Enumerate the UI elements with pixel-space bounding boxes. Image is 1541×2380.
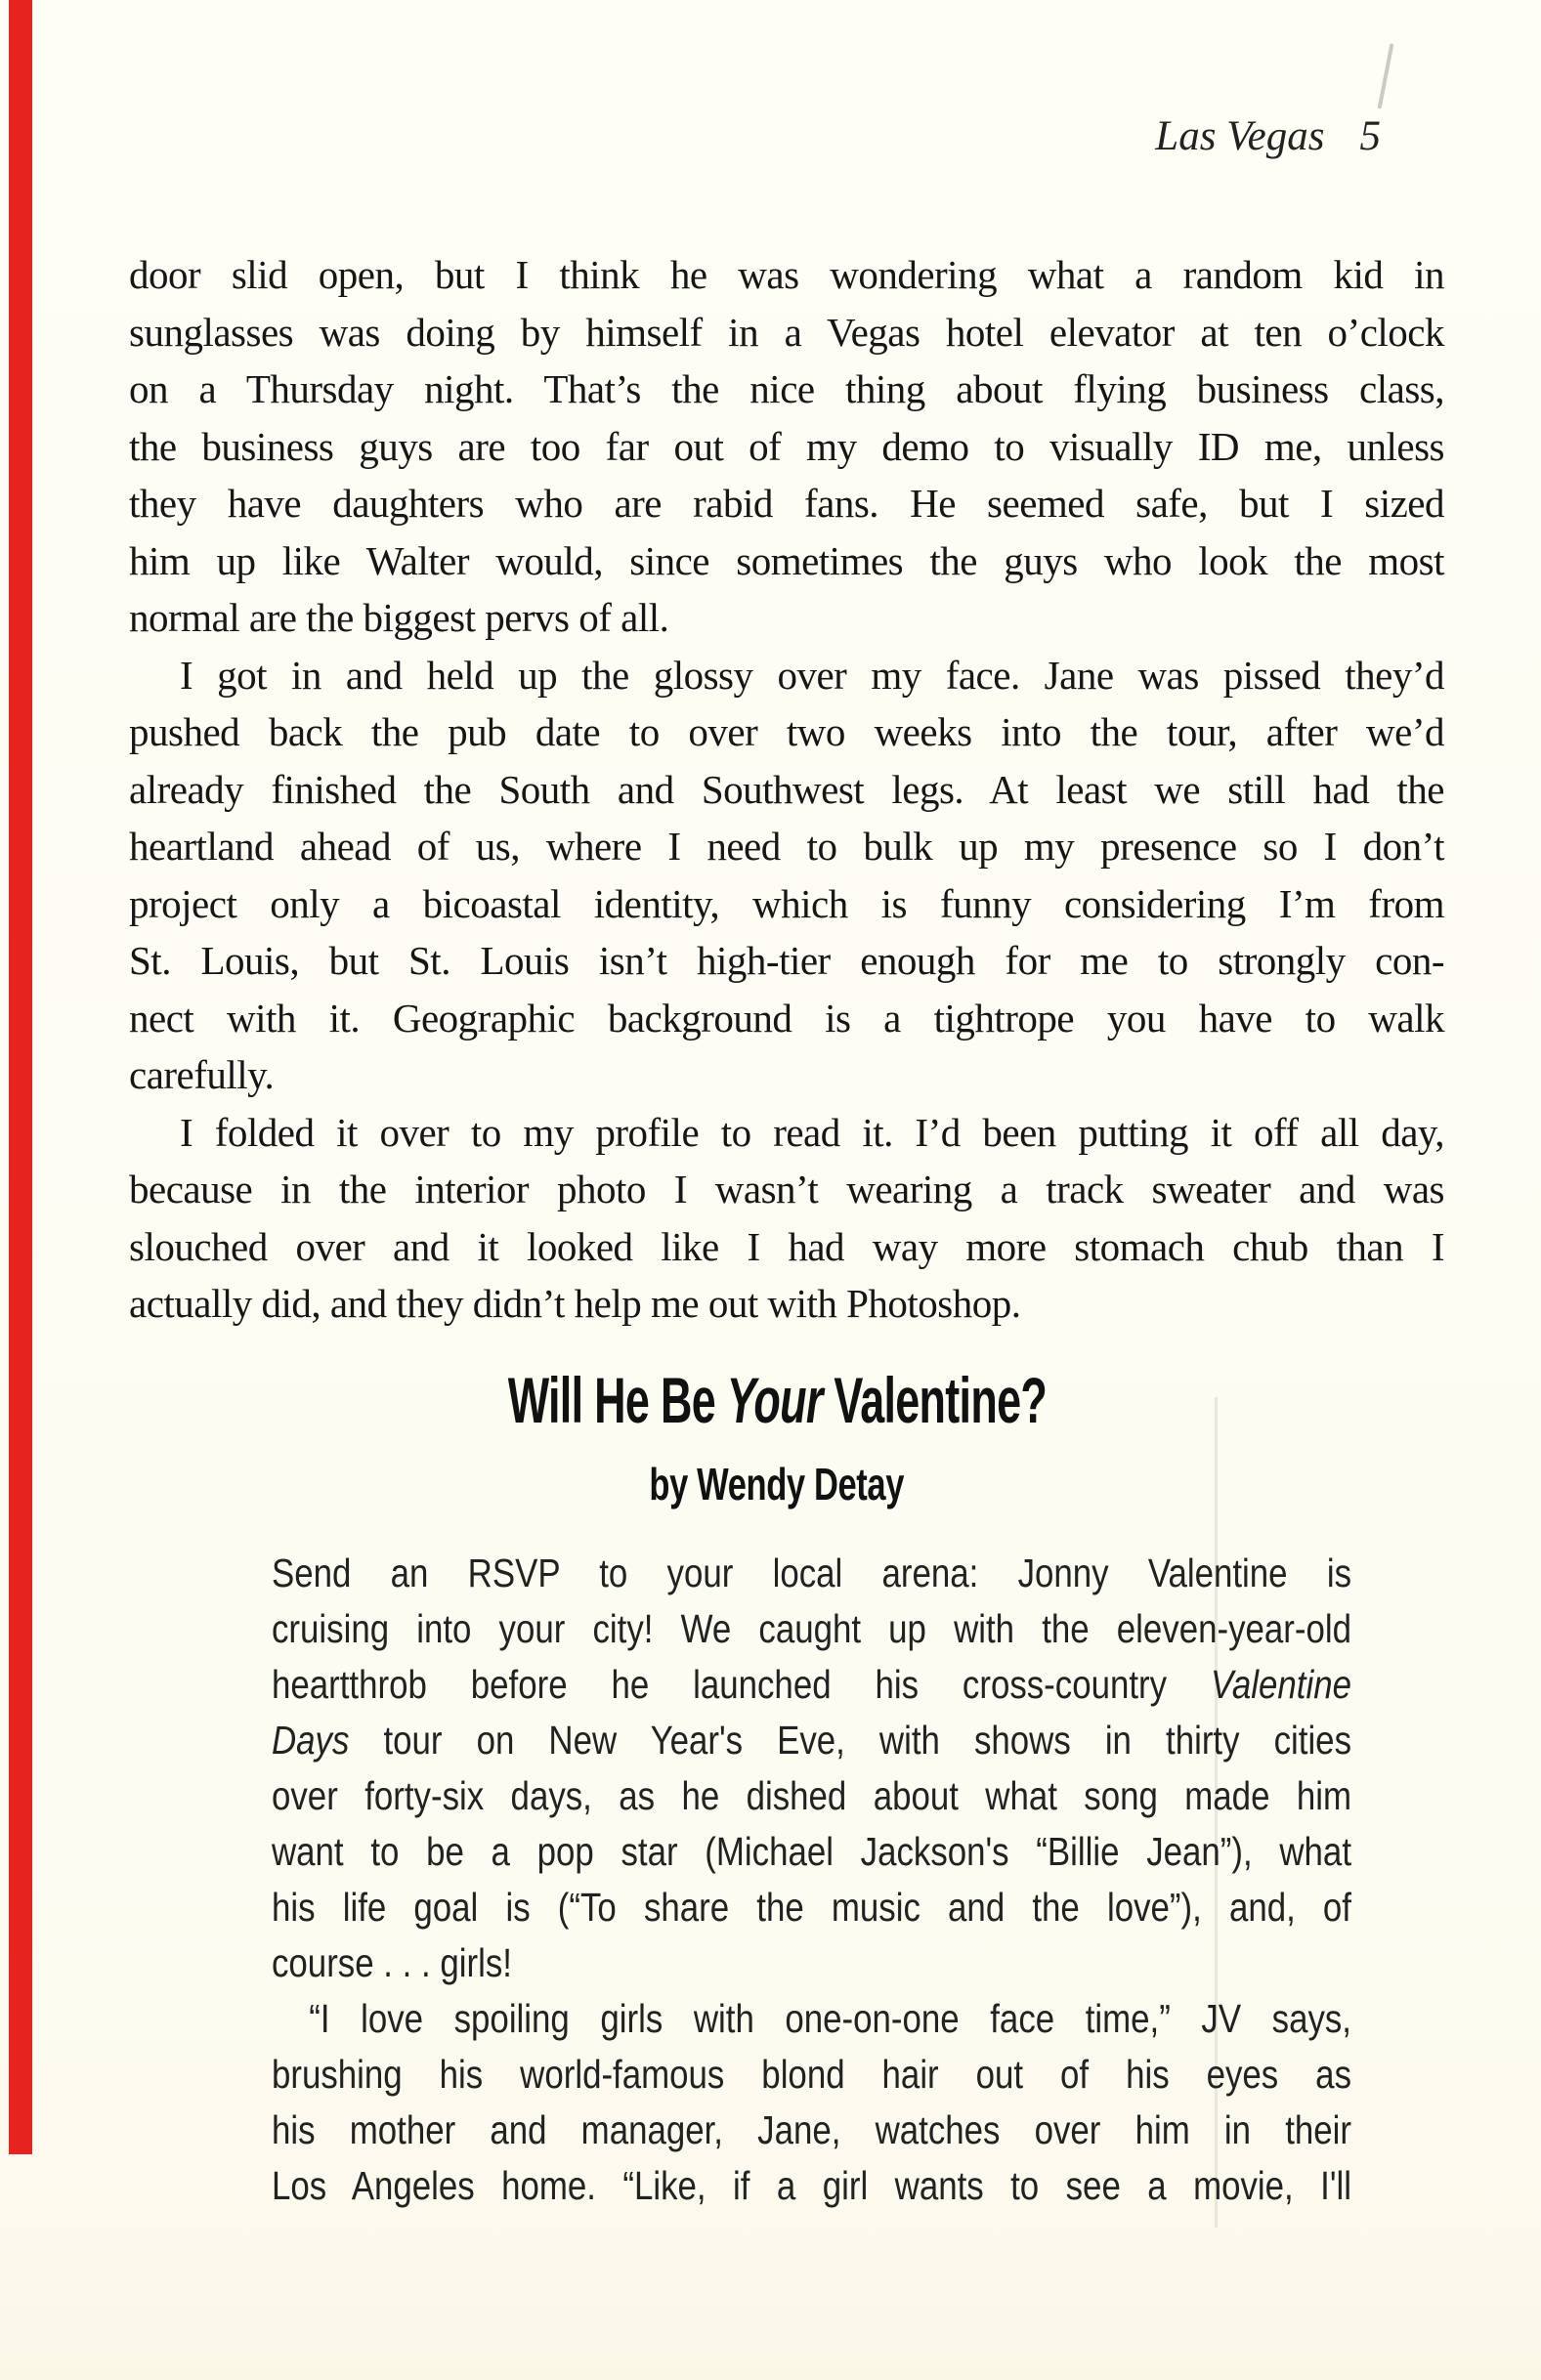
scan-edge-strip bbox=[9, 0, 32, 2154]
text-line: door slid open, but I think he was wondering what a random kid in bbox=[129, 252, 1444, 297]
text-line: they have daughters who are rabid fans. He seemed safe, but I sized bbox=[129, 481, 1444, 526]
text-line: heartthrob before he launched his cross-country Valentine bbox=[272, 1662, 1351, 1707]
paragraph bbox=[129, 1104, 1444, 1333]
text-line: normal are the biggest pervs of all. bbox=[129, 595, 669, 640]
text-line: I folded it over to my profile to read it. I’d been putting it off all day, bbox=[180, 1109, 1444, 1155]
text-line: sunglasses was doing by himself in a Vegas hotel elevator at ten o’clock bbox=[129, 309, 1444, 355]
scan-mark-artifact bbox=[1378, 43, 1394, 109]
text-line: actually did, and they didn’t help me out with Photoshop. bbox=[129, 1281, 1021, 1326]
text-line: heartland ahead of us, where I need to bulk up my presence so I don’t bbox=[129, 824, 1444, 869]
page-number: 5 bbox=[1359, 113, 1381, 159]
text-line: nect with it. Geographic background is a tightrope you have to walk bbox=[129, 995, 1444, 1041]
text-line: brushing his world-famous blond hair out of his eyes as bbox=[272, 2052, 1351, 2097]
text-line: on a Thursday night. That’s the nice thing about flying business class, bbox=[129, 366, 1444, 411]
article-title-text: Will He Be Your Valentine? bbox=[507, 1364, 1047, 1436]
running-header bbox=[1155, 115, 1381, 157]
text-line: Send an RSVP to your local arena: Jonny Valentine is bbox=[272, 1551, 1351, 1595]
novel-body-text bbox=[129, 246, 1444, 1333]
text-line: his mother and manager, Jane, watches over him in their bbox=[272, 2107, 1351, 2152]
magazine-article-text bbox=[272, 1546, 1351, 2214]
text-line: him up like Walter would, since sometimes the guys who look the most bbox=[129, 537, 1444, 583]
text-line: Days tour on New Year's Eve, with shows in thirty cities bbox=[272, 1718, 1352, 1763]
text-line: because in the interior photo I wasn’t wearing a track sweater and was bbox=[129, 1167, 1444, 1211]
text-line: “I love spoiling girls with one-on-one face time,” JV says, bbox=[309, 1996, 1351, 2041]
text-line: course . . . girls! bbox=[272, 1940, 512, 1985]
text-line: already finished the South and Southwest legs. At least we still had the bbox=[129, 766, 1444, 812]
text-line: want to be a pop star (Michael Jackson's “Billie Jean”), what bbox=[272, 1829, 1351, 1874]
text-line: slouched over and it looked like I had way more stomach chub than I bbox=[129, 1223, 1444, 1269]
text-line: his life goal is (“To share the music and the love”), and, of bbox=[272, 1885, 1351, 1930]
text-line: carefully. bbox=[129, 1052, 275, 1097]
paragraph bbox=[129, 246, 1444, 647]
text-line: the business guys are too far out of my demo to visually ID me, unless bbox=[129, 423, 1444, 469]
text-line: pushed back the pub date to over two weeks into the tour, after we’d bbox=[129, 709, 1444, 754]
article-byline-text: by Wendy Detay bbox=[649, 1459, 905, 1509]
text-line: project only a bicoastal identity, which is funny considering I’m from bbox=[129, 880, 1444, 926]
text-line: cruising into your city! We caught up with the eleven-year-old bbox=[272, 1606, 1351, 1651]
text-line: St. Louis, but St. Louis isn’t high-tier enough for me to strongly con- bbox=[129, 938, 1444, 983]
article-byline bbox=[0, 1459, 1541, 1509]
paragraph bbox=[129, 647, 1444, 1104]
text-line: over forty-six days, as he dished about what song made him bbox=[272, 1773, 1351, 1818]
running-header-title: Las Vegas bbox=[1155, 113, 1325, 159]
paragraph bbox=[272, 1546, 1351, 1991]
paragraph bbox=[272, 1991, 1351, 2214]
text-line: I got in and held up the glossy over my face. Jane was pissed they’d bbox=[180, 652, 1444, 698]
article-title bbox=[0, 1364, 1541, 1436]
text-line: Los Angeles home. “Like, if a girl wants to see a movie, I'll bbox=[272, 2163, 1351, 2208]
